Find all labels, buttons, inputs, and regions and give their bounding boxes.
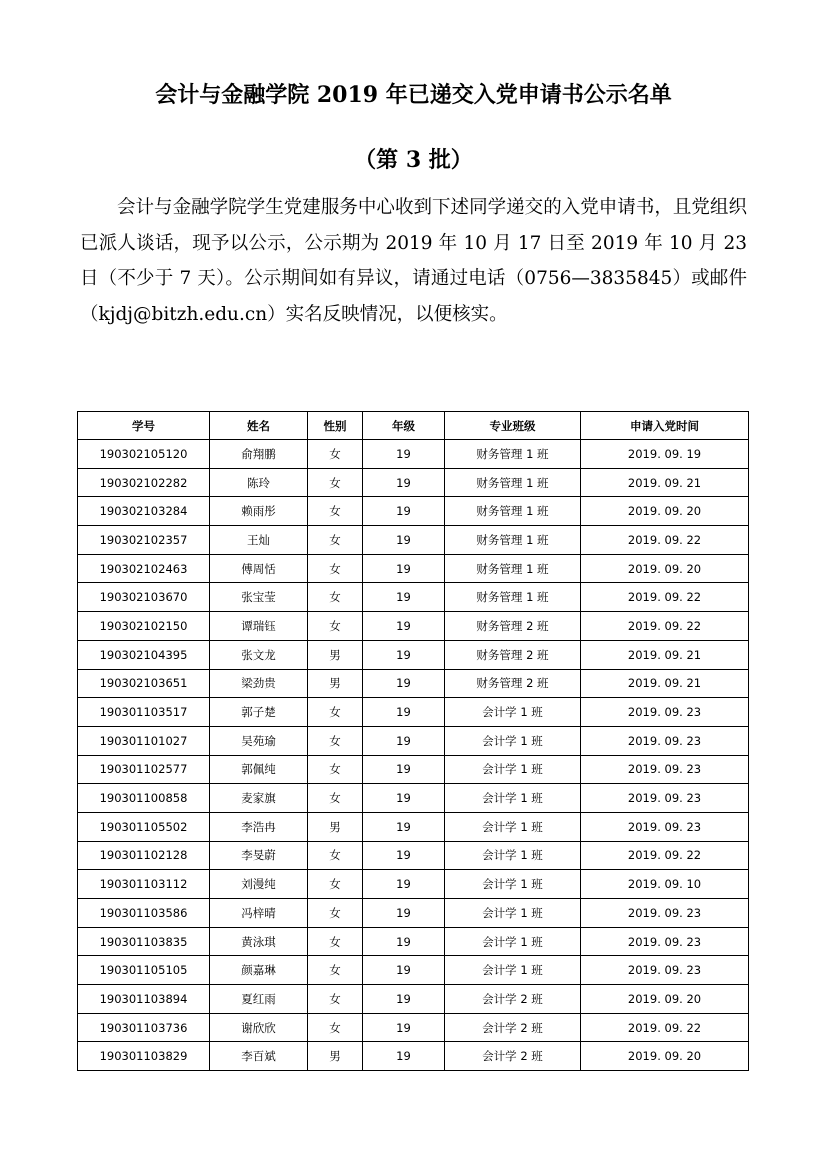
cell-name: 李浩冉 <box>210 812 308 841</box>
cell-application-date: 2019. 09. 22 <box>581 612 749 641</box>
cell-name: 黄泳琪 <box>210 927 308 956</box>
cell-application-date: 2019. 09. 19 <box>581 440 749 469</box>
cell-major-class: 会计学 1 班 <box>445 812 581 841</box>
cell-gender: 女 <box>308 956 363 985</box>
announcement-paragraph: 会计与金融学院学生党建服务中心收到下述同学递交的入党申请书，且党组织已派人谈话，现予以公示，公示期为 2019 年 10 月 17 日至 2019 年 10 月 23 日（不少于 7 天）。公示期间如有异议，请通过电话（0756—3835845）或邮件（kjdj@bitzh.edu.cn）实名反映情况，以便核实。 <box>80 197 747 325</box>
cell-name: 俞翔鹏 <box>210 440 308 469</box>
cell-application-date: 2019. 09. 23 <box>581 927 749 956</box>
cell-gender: 女 <box>308 726 363 755</box>
cell-student-id: 190302104395 <box>78 640 210 669</box>
cell-major-class: 会计学 1 班 <box>445 956 581 985</box>
cell-major-class: 会计学 1 班 <box>445 899 581 928</box>
cell-student-id: 190301101027 <box>78 726 210 755</box>
table-row <box>78 640 749 669</box>
cell-major-class: 会计学 1 班 <box>445 870 581 899</box>
cell-application-date: 2019. 09. 23 <box>581 755 749 784</box>
cell-name: 梁劲贵 <box>210 669 308 698</box>
cell-student-id: 190302103284 <box>78 497 210 526</box>
cell-gender: 女 <box>308 784 363 813</box>
cell-major-class: 会计学 1 班 <box>445 698 581 727</box>
cell-grade: 19 <box>363 841 445 870</box>
cell-student-id: 190302103670 <box>78 583 210 612</box>
cell-application-date: 2019. 09. 21 <box>581 640 749 669</box>
cell-major-class: 会计学 2 班 <box>445 1013 581 1042</box>
cell-name: 吴苑瑜 <box>210 726 308 755</box>
cell-gender: 女 <box>308 985 363 1014</box>
cell-application-date: 2019. 09. 22 <box>581 841 749 870</box>
header-major-class: 专业班级 <box>445 412 581 440</box>
table-row <box>78 870 749 899</box>
document-subtitle: （第 3 批） <box>354 147 473 173</box>
table-row <box>78 440 749 469</box>
cell-name: 张文龙 <box>210 640 308 669</box>
table-row <box>78 1013 749 1042</box>
table-row <box>78 698 749 727</box>
applicant-table <box>77 411 749 1071</box>
cell-major-class: 会计学 1 班 <box>445 784 581 813</box>
cell-student-id: 190301100858 <box>78 784 210 813</box>
cell-grade: 19 <box>363 669 445 698</box>
table-header-row <box>78 412 749 440</box>
cell-student-id: 190301105105 <box>78 956 210 985</box>
cell-application-date: 2019. 09. 10 <box>581 870 749 899</box>
cell-application-date: 2019. 09. 22 <box>581 583 749 612</box>
cell-grade: 19 <box>363 640 445 669</box>
cell-grade: 19 <box>363 784 445 813</box>
cell-application-date: 2019. 09. 22 <box>581 1013 749 1042</box>
cell-student-id: 190301103736 <box>78 1013 210 1042</box>
cell-application-date: 2019. 09. 23 <box>581 784 749 813</box>
header-application-date: 申请入党时间 <box>581 412 749 440</box>
cell-gender: 女 <box>308 899 363 928</box>
cell-gender: 女 <box>308 554 363 583</box>
cell-major-class: 财务管理 1 班 <box>445 468 581 497</box>
document-title: 会计与金融学院 2019 年已递交入党申请书公示名单 <box>155 82 672 108</box>
cell-student-id: 190301103829 <box>78 1042 210 1071</box>
cell-gender: 女 <box>308 526 363 555</box>
table-row <box>78 468 749 497</box>
cell-name: 郭子楚 <box>210 698 308 727</box>
cell-gender: 男 <box>308 669 363 698</box>
cell-student-id: 190302103651 <box>78 669 210 698</box>
cell-name: 麦家旗 <box>210 784 308 813</box>
cell-grade: 19 <box>363 899 445 928</box>
table-row <box>78 612 749 641</box>
cell-student-id: 190302102150 <box>78 612 210 641</box>
cell-grade: 19 <box>363 497 445 526</box>
table-row <box>78 841 749 870</box>
table-row <box>78 985 749 1014</box>
cell-major-class: 财务管理 1 班 <box>445 440 581 469</box>
cell-gender: 女 <box>308 440 363 469</box>
cell-application-date: 2019. 09. 23 <box>581 956 749 985</box>
cell-major-class: 财务管理 1 班 <box>445 554 581 583</box>
table-body <box>78 440 749 1071</box>
cell-gender: 女 <box>308 583 363 612</box>
cell-gender: 男 <box>308 640 363 669</box>
cell-major-class: 财务管理 2 班 <box>445 612 581 641</box>
cell-application-date: 2019. 09. 20 <box>581 1042 749 1071</box>
cell-student-id: 190301102128 <box>78 841 210 870</box>
table-row <box>78 956 749 985</box>
cell-gender: 男 <box>308 1042 363 1071</box>
table-row <box>78 1042 749 1071</box>
cell-student-id: 190301102577 <box>78 755 210 784</box>
cell-application-date: 2019. 09. 21 <box>581 669 749 698</box>
cell-student-id: 190302102282 <box>78 468 210 497</box>
table-row <box>78 497 749 526</box>
cell-major-class: 会计学 2 班 <box>445 1042 581 1071</box>
cell-grade: 19 <box>363 1042 445 1071</box>
cell-student-id: 190302105120 <box>78 440 210 469</box>
cell-name: 刘漫纯 <box>210 870 308 899</box>
cell-name: 陈玲 <box>210 468 308 497</box>
cell-major-class: 财务管理 1 班 <box>445 583 581 612</box>
table-row <box>78 755 749 784</box>
cell-grade: 19 <box>363 956 445 985</box>
table-row <box>78 899 749 928</box>
cell-application-date: 2019. 09. 21 <box>581 468 749 497</box>
cell-major-class: 财务管理 1 班 <box>445 526 581 555</box>
cell-application-date: 2019. 09. 23 <box>581 698 749 727</box>
cell-gender: 女 <box>308 841 363 870</box>
cell-grade: 19 <box>363 1013 445 1042</box>
table-row <box>78 784 749 813</box>
cell-application-date: 2019. 09. 20 <box>581 554 749 583</box>
cell-student-id: 190301103586 <box>78 899 210 928</box>
cell-gender: 女 <box>308 497 363 526</box>
header-name: 姓名 <box>210 412 308 440</box>
cell-grade: 19 <box>363 468 445 497</box>
cell-name: 夏红雨 <box>210 985 308 1014</box>
cell-major-class: 财务管理 1 班 <box>445 497 581 526</box>
cell-grade: 19 <box>363 440 445 469</box>
cell-name: 冯梓晴 <box>210 899 308 928</box>
cell-name: 郭佩纯 <box>210 755 308 784</box>
cell-grade: 19 <box>363 870 445 899</box>
cell-application-date: 2019. 09. 23 <box>581 812 749 841</box>
cell-gender: 女 <box>308 468 363 497</box>
cell-major-class: 会计学 1 班 <box>445 726 581 755</box>
cell-name: 张宝莹 <box>210 583 308 612</box>
table-row <box>78 583 749 612</box>
table-row <box>78 812 749 841</box>
cell-application-date: 2019. 09. 23 <box>581 726 749 755</box>
cell-grade: 19 <box>363 612 445 641</box>
cell-name: 李百斌 <box>210 1042 308 1071</box>
cell-student-id: 190301103835 <box>78 927 210 956</box>
table-row <box>78 726 749 755</box>
cell-name: 王灿 <box>210 526 308 555</box>
cell-major-class: 会计学 1 班 <box>445 755 581 784</box>
header-grade: 年级 <box>363 412 445 440</box>
cell-gender: 女 <box>308 1013 363 1042</box>
cell-application-date: 2019. 09. 20 <box>581 985 749 1014</box>
cell-student-id: 190301103517 <box>78 698 210 727</box>
cell-gender: 女 <box>308 927 363 956</box>
cell-gender: 女 <box>308 870 363 899</box>
cell-grade: 19 <box>363 698 445 727</box>
cell-name: 谭瑞钰 <box>210 612 308 641</box>
cell-gender: 女 <box>308 755 363 784</box>
cell-name: 李旻蔚 <box>210 841 308 870</box>
cell-gender: 女 <box>308 612 363 641</box>
cell-major-class: 会计学 2 班 <box>445 985 581 1014</box>
cell-major-class: 会计学 1 班 <box>445 841 581 870</box>
cell-student-id: 190301103894 <box>78 985 210 1014</box>
cell-major-class: 会计学 1 班 <box>445 927 581 956</box>
cell-student-id: 190301105502 <box>78 812 210 841</box>
cell-gender: 女 <box>308 698 363 727</box>
table-row <box>78 669 749 698</box>
cell-student-id: 190302102463 <box>78 554 210 583</box>
cell-grade: 19 <box>363 755 445 784</box>
cell-student-id: 190302102357 <box>78 526 210 555</box>
cell-grade: 19 <box>363 526 445 555</box>
cell-student-id: 190301103112 <box>78 870 210 899</box>
cell-application-date: 2019. 09. 23 <box>581 899 749 928</box>
cell-grade: 19 <box>363 985 445 1014</box>
table-row <box>78 526 749 555</box>
cell-major-class: 财务管理 2 班 <box>445 669 581 698</box>
cell-gender: 男 <box>308 812 363 841</box>
cell-name: 傅周恬 <box>210 554 308 583</box>
table-row <box>78 554 749 583</box>
cell-grade: 19 <box>363 726 445 755</box>
cell-grade: 19 <box>363 927 445 956</box>
table-row <box>78 927 749 956</box>
header-student-id: 学号 <box>78 412 210 440</box>
cell-grade: 19 <box>363 554 445 583</box>
cell-grade: 19 <box>363 583 445 612</box>
cell-application-date: 2019. 09. 22 <box>581 526 749 555</box>
cell-application-date: 2019. 09. 20 <box>581 497 749 526</box>
cell-major-class: 财务管理 2 班 <box>445 640 581 669</box>
cell-name: 赖雨彤 <box>210 497 308 526</box>
cell-name: 谢欣欣 <box>210 1013 308 1042</box>
cell-grade: 19 <box>363 812 445 841</box>
header-gender: 性别 <box>308 412 363 440</box>
cell-name: 颜嘉琳 <box>210 956 308 985</box>
